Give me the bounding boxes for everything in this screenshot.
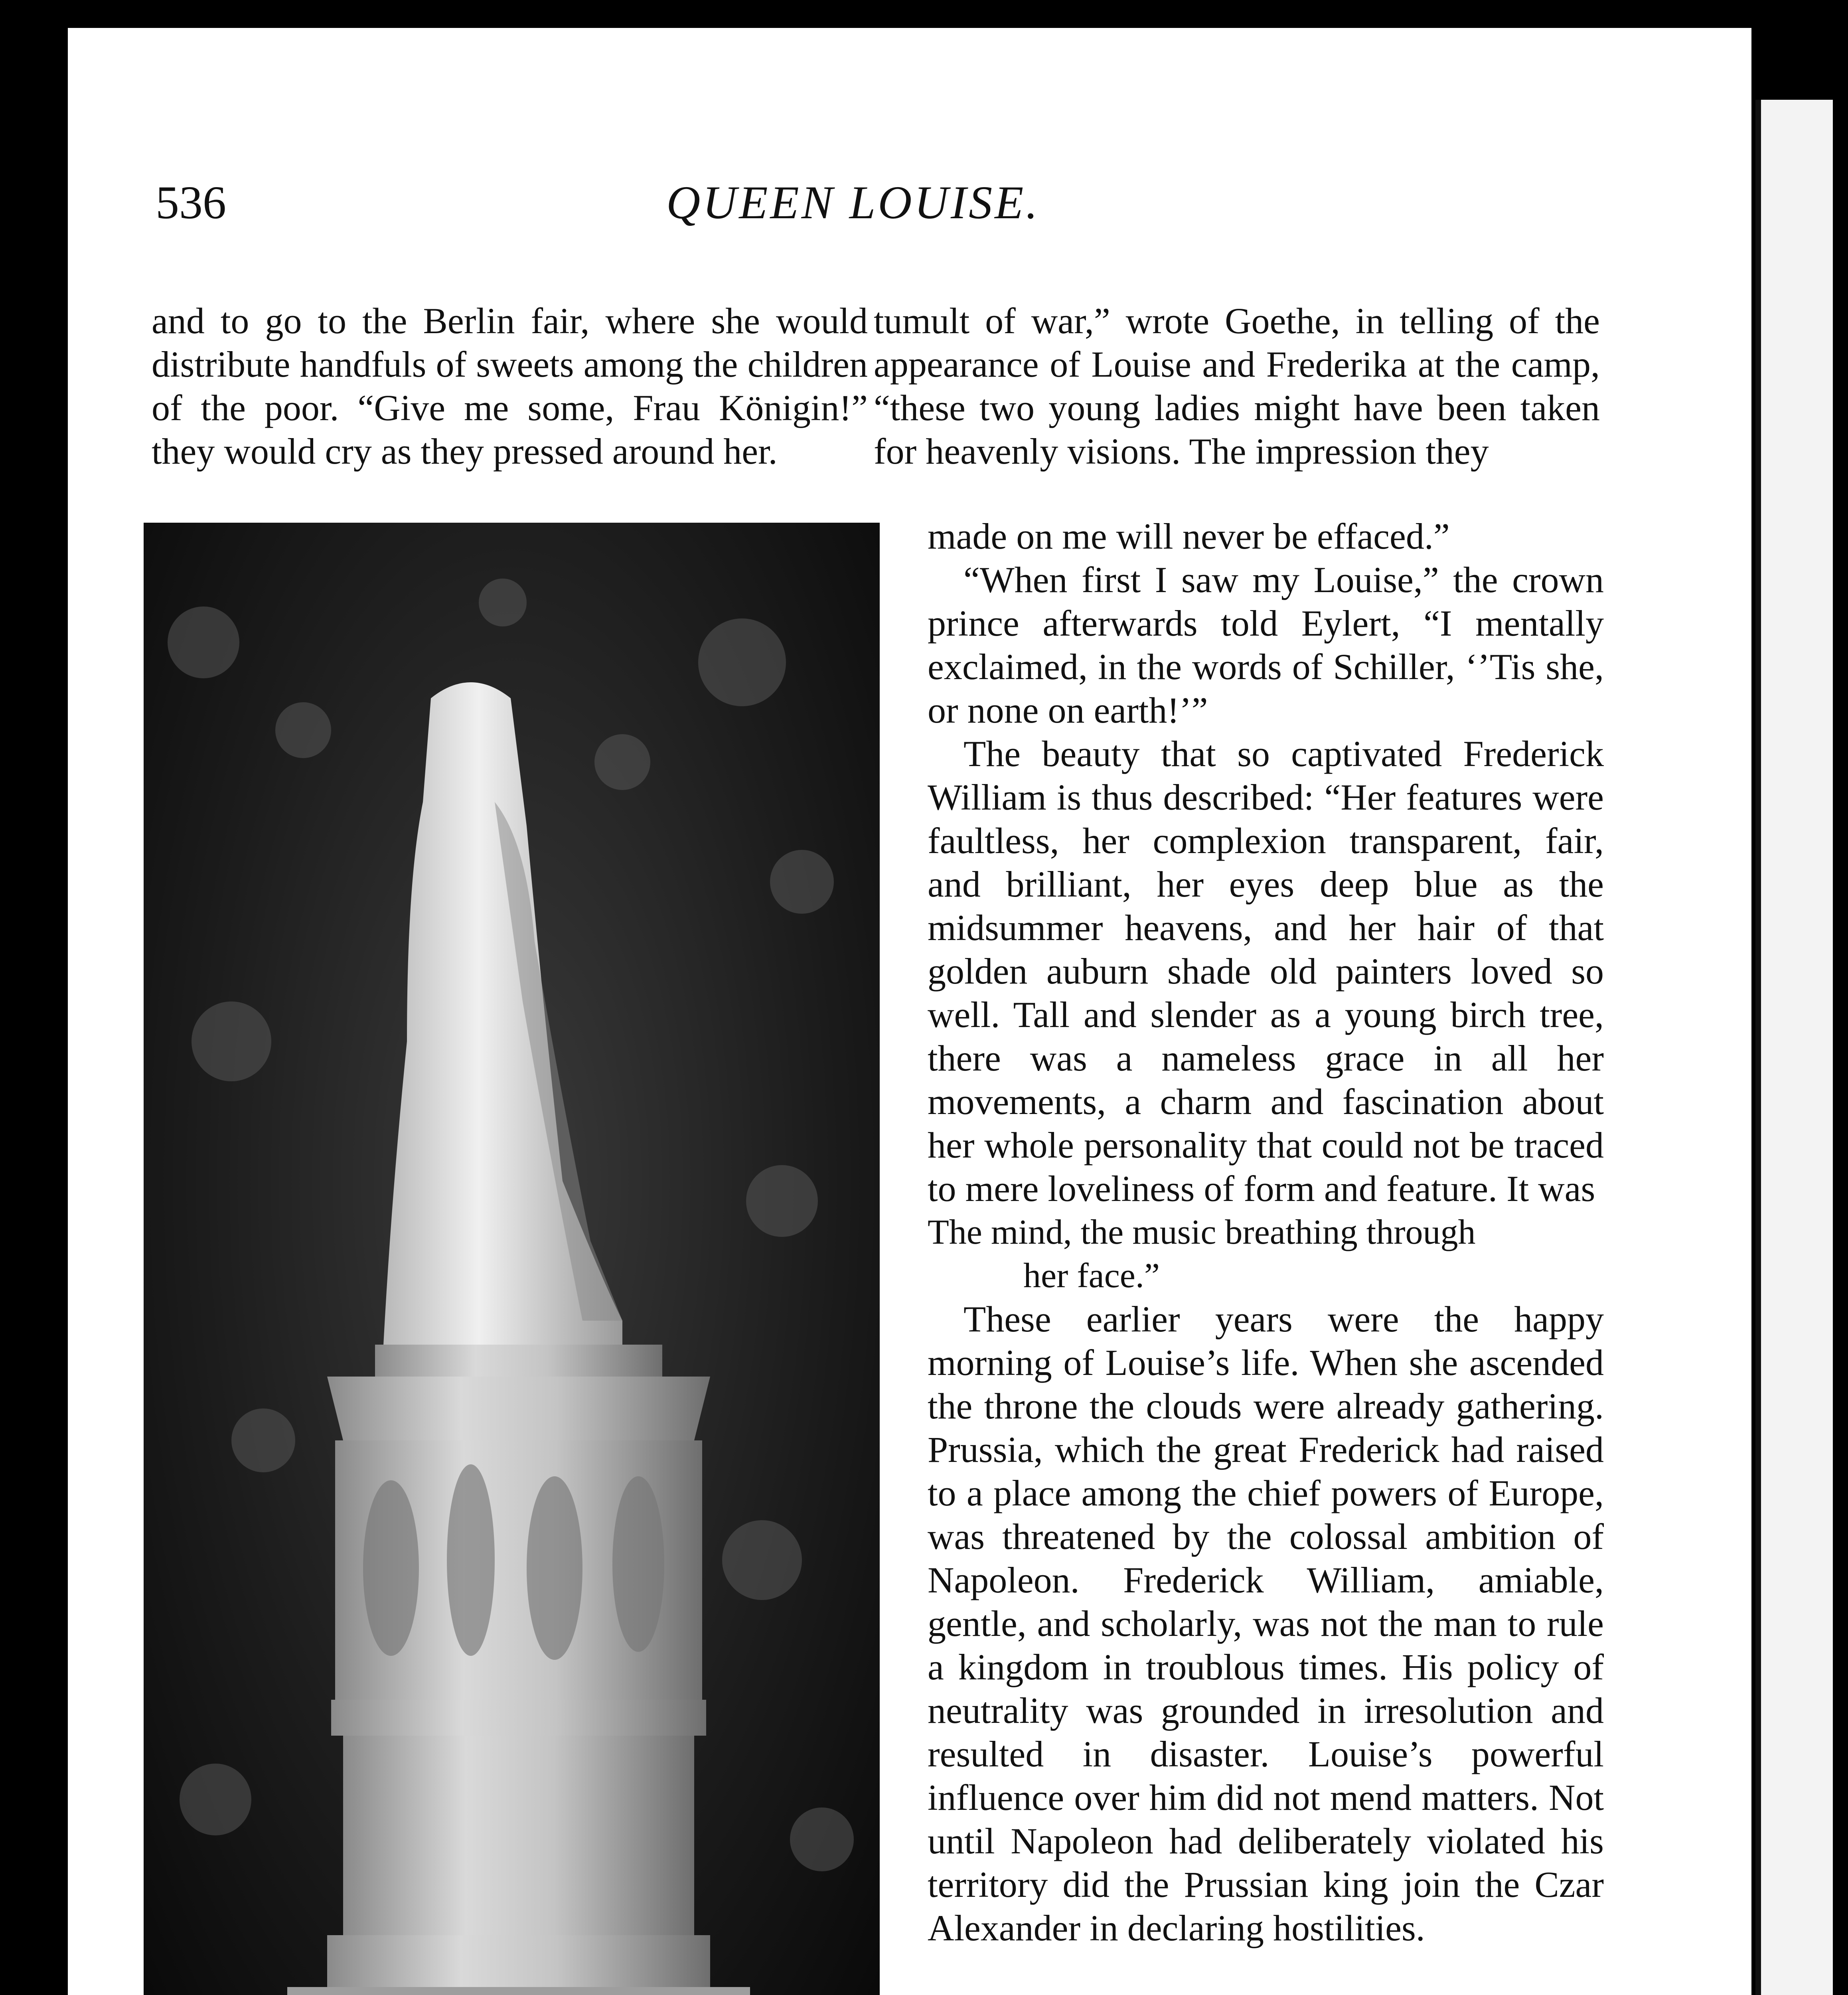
adjacent-page-edge: [1755, 100, 1833, 1995]
paragraph: The beauty that so captivated Frederick William is thus described: “Her features were faultless, her complexion transparent, fair, and brilliant, her eyes deep blue as the midsummer heavens, and her hair of that golden auburn shade old painters loved so well. Tall and slender as a young birch tree, there was a nameless grace in all her movements, a charm and fascination about her whole personality that could not be traced to mere loveliness of form and feature. It was: [928, 733, 1604, 1209]
statue-photograph: [144, 523, 880, 1995]
verse-line: The mind, the music breathing through: [928, 1213, 1476, 1252]
verse-line: her face.”: [1023, 1256, 1160, 1295]
verse-quote: [928, 1211, 1604, 1298]
paragraph: These earlier years were the happy morning of Louise’s life. When she ascended the throne the clouds were already gathering. Prussia, which the great Frederick had raised to a place among the chief powers of Europe, was threatened by the colossal ambition of Napoleon. Frederick William, amiable, gentle, and scholarly, was not the man to rule a kingdom in troublous times. His policy of neutrality was grounded in irresolution and resulted in disaster. Louise’s powerful influence over him did not mend matters. Not until Napoleon had deliberately violated his territory did the Prussian king join the Czar Alexander in declaring hostilities.: [928, 1299, 1604, 1948]
paragraph: and to go to the Berlin fair, where she would distribute handfuls of sweets among the children of the poor. “Give me some, Frau Königin!” they would cry as they pressed around her.: [152, 300, 868, 472]
running-title: QUEEN LOUISE.: [666, 176, 1040, 229]
paragraph: made on me will never be effaced.”: [928, 516, 1450, 557]
paragraph: “When first I saw my Louise,” the crown prince afterwards told Eylert, “I mentally exclaimed, in the words of Schiller, ‘’Tis she, or none on earth!’”: [928, 559, 1604, 731]
paragraph: tumult of war,” wrote Goethe, in telling of the appearance of Louise and Frederika at the camp, “these two young ladies might have been taken for heavenly visions. The impression they: [874, 300, 1600, 472]
left-column-top: [152, 299, 868, 473]
right-column-top: [874, 299, 1600, 473]
page-number: 536: [156, 176, 226, 229]
pedestal: [287, 1345, 750, 1995]
right-column-wrap: [928, 515, 1604, 1950]
